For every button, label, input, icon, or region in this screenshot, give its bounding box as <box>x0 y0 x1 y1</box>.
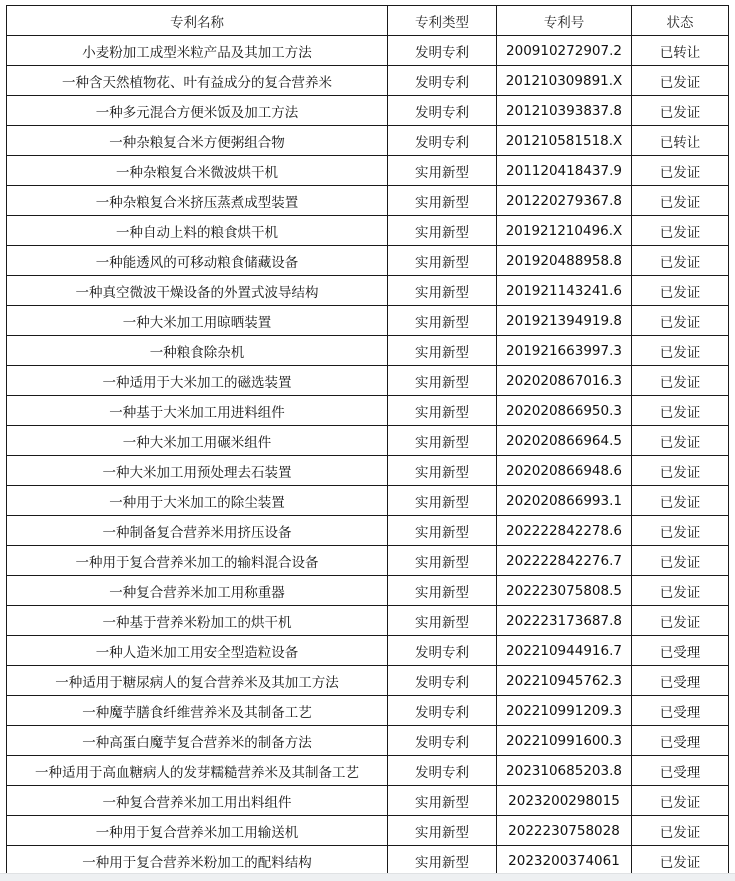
patent-name-cell: 一种适用于高血糖病人的发芽糯糙营养米及其制备工艺 <box>7 756 388 786</box>
status-cell: 已转让 <box>632 126 729 156</box>
patent-name-cell: 一种含天然植物花、叶有益成分的复合营养米 <box>7 66 388 96</box>
patent-name-cell: 一种用于复合营养米加工的输料混合设备 <box>7 546 388 576</box>
patent-type-cell: 发明专利 <box>388 96 497 126</box>
header-status: 状态 <box>632 6 729 36</box>
status-cell: 已发证 <box>632 306 729 336</box>
patent-number-cell: 201921210496.X <box>497 216 632 246</box>
patent-number-cell: 2022230758028 <box>497 816 632 846</box>
table-row <box>7 366 729 396</box>
patent-type-cell: 实用新型 <box>388 366 497 396</box>
table-row <box>7 816 729 846</box>
status-cell: 已发证 <box>632 66 729 96</box>
table-row <box>7 96 729 126</box>
patent-number-cell: 202210991209.3 <box>497 696 632 726</box>
patent-type-cell: 实用新型 <box>388 276 497 306</box>
patent-number-cell: 201210581518.X <box>497 126 632 156</box>
patent-number-cell: 202020866964.5 <box>497 426 632 456</box>
table-row <box>7 726 729 756</box>
patent-name-cell: 一种大米加工用晾晒装置 <box>7 306 388 336</box>
status-cell: 已发证 <box>632 546 729 576</box>
table-row <box>7 246 729 276</box>
patent-type-cell: 实用新型 <box>388 396 497 426</box>
table-row <box>7 696 729 726</box>
table-header-row <box>7 6 729 36</box>
patent-type-cell: 实用新型 <box>388 846 497 876</box>
patent-number-cell: 202222842278.6 <box>497 516 632 546</box>
patent-type-cell: 实用新型 <box>388 456 497 486</box>
patent-name-cell: 一种魔芋膳食纤维营养米及其制备工艺 <box>7 696 388 726</box>
patent-type-cell: 发明专利 <box>388 36 497 66</box>
patent-name-cell: 一种大米加工用碾米组件 <box>7 426 388 456</box>
status-cell: 已发证 <box>632 816 729 846</box>
patent-number-cell: 202210944916.7 <box>497 636 632 666</box>
patent-type-cell: 实用新型 <box>388 306 497 336</box>
status-cell: 已受理 <box>632 726 729 756</box>
status-cell: 已发证 <box>632 456 729 486</box>
table-row <box>7 516 729 546</box>
patent-type-cell: 实用新型 <box>388 546 497 576</box>
table-row <box>7 36 729 66</box>
status-cell: 已发证 <box>632 336 729 366</box>
patent-number-cell: 202020866948.6 <box>497 456 632 486</box>
patent-name-cell: 一种高蛋白魔芋复合营养米的制备方法 <box>7 726 388 756</box>
status-cell: 已发证 <box>632 186 729 216</box>
patent-type-cell: 发明专利 <box>388 666 497 696</box>
status-cell: 已发证 <box>632 516 729 546</box>
status-cell: 已发证 <box>632 396 729 426</box>
status-cell: 已发证 <box>632 276 729 306</box>
patent-type-cell: 发明专利 <box>388 726 497 756</box>
patent-name-cell: 一种多元混合方便米饭及加工方法 <box>7 96 388 126</box>
patent-name-cell: 一种人造米加工用安全型造粒设备 <box>7 636 388 666</box>
patent-number-cell: 202210991600.3 <box>497 726 632 756</box>
patent-name-cell: 一种自动上料的粮食烘干机 <box>7 216 388 246</box>
table-row <box>7 186 729 216</box>
table-row <box>7 546 729 576</box>
table-row <box>7 306 729 336</box>
table-row <box>7 216 729 246</box>
table-row <box>7 426 729 456</box>
status-cell: 已发证 <box>632 96 729 126</box>
patent-name-cell: 一种制备复合营养米用挤压设备 <box>7 516 388 546</box>
patent-number-cell: 202222842276.7 <box>497 546 632 576</box>
status-cell: 已发证 <box>632 846 729 876</box>
table-row <box>7 606 729 636</box>
header-patent-number: 专利号 <box>497 6 632 36</box>
table-row <box>7 786 729 816</box>
patent-type-cell: 实用新型 <box>388 816 497 846</box>
patent-number-cell: 202020866993.1 <box>497 486 632 516</box>
status-cell: 已受理 <box>632 756 729 786</box>
table-row <box>7 66 729 96</box>
table-row <box>7 336 729 366</box>
patent-type-cell: 发明专利 <box>388 66 497 96</box>
patent-number-cell: 201921663997.3 <box>497 336 632 366</box>
header-patent-type: 专利类型 <box>388 6 497 36</box>
patent-name-cell: 一种杂粮复合米挤压蒸煮成型装置 <box>7 186 388 216</box>
patent-name-cell: 一种用于复合营养米加工用输送机 <box>7 816 388 846</box>
patent-type-cell: 实用新型 <box>388 516 497 546</box>
table-row <box>7 276 729 306</box>
patent-type-cell: 实用新型 <box>388 786 497 816</box>
table-row <box>7 486 729 516</box>
patent-name-cell: 一种用于复合营养米粉加工的配料结构 <box>7 846 388 876</box>
patent-name-cell: 一种基于大米加工用进料组件 <box>7 396 388 426</box>
patent-name-cell: 一种大米加工用预处理去石装置 <box>7 456 388 486</box>
patent-number-cell: 201921394919.8 <box>497 306 632 336</box>
patent-type-cell: 实用新型 <box>388 486 497 516</box>
patent-type-cell: 实用新型 <box>388 606 497 636</box>
patent-type-cell: 发明专利 <box>388 126 497 156</box>
status-cell: 已发证 <box>632 486 729 516</box>
patent-number-cell: 202223075808.5 <box>497 576 632 606</box>
table-row <box>7 576 729 606</box>
patent-number-cell: 201220279367.8 <box>497 186 632 216</box>
table-row <box>7 666 729 696</box>
patent-number-cell: 202310685203.8 <box>497 756 632 786</box>
patent-name-cell: 一种杂粮复合米方便粥组合物 <box>7 126 388 156</box>
patent-number-cell: 201210393837.8 <box>497 96 632 126</box>
bottom-strip <box>0 873 735 881</box>
patent-name-cell: 一种真空微波干燥设备的外置式波导结构 <box>7 276 388 306</box>
patent-name-cell: 一种基于营养米粉加工的烘干机 <box>7 606 388 636</box>
header-patent-name: 专利名称 <box>7 6 388 36</box>
table-row <box>7 636 729 666</box>
patent-type-cell: 发明专利 <box>388 756 497 786</box>
patent-number-cell: 202020866950.3 <box>497 396 632 426</box>
patent-name-cell: 一种能透风的可移动粮食储藏设备 <box>7 246 388 276</box>
patent-type-cell: 实用新型 <box>388 216 497 246</box>
patent-number-cell: 2023200298015 <box>497 786 632 816</box>
patent-number-cell: 202020867016.3 <box>497 366 632 396</box>
patent-number-cell: 202223173687.8 <box>497 606 632 636</box>
table-row <box>7 456 729 486</box>
status-cell: 已发证 <box>632 246 729 276</box>
status-cell: 已受理 <box>632 696 729 726</box>
status-cell: 已受理 <box>632 636 729 666</box>
table-row <box>7 396 729 426</box>
table-body <box>7 36 729 876</box>
patent-type-cell: 发明专利 <box>388 696 497 726</box>
status-cell: 已发证 <box>632 426 729 456</box>
patent-name-cell: 一种粮食除杂机 <box>7 336 388 366</box>
patent-number-cell: 201210309891.X <box>497 66 632 96</box>
patent-number-cell: 201920488958.8 <box>497 246 632 276</box>
status-cell: 已发证 <box>632 366 729 396</box>
status-cell: 已发证 <box>632 156 729 186</box>
patent-name-cell: 一种适用于大米加工的磁选装置 <box>7 366 388 396</box>
patent-name-cell: 一种适用于糖尿病人的复合营养米及其加工方法 <box>7 666 388 696</box>
patent-table <box>6 5 729 876</box>
patent-name-cell: 一种复合营养米加工用称重器 <box>7 576 388 606</box>
patent-table-container <box>6 5 729 876</box>
patent-number-cell: 201921143241.6 <box>497 276 632 306</box>
patent-number-cell: 200910272907.2 <box>497 36 632 66</box>
patent-type-cell: 发明专利 <box>388 636 497 666</box>
patent-type-cell: 实用新型 <box>388 426 497 456</box>
patent-name-cell: 一种杂粮复合米微波烘干机 <box>7 156 388 186</box>
patent-type-cell: 实用新型 <box>388 246 497 276</box>
table-row <box>7 756 729 786</box>
status-cell: 已发证 <box>632 576 729 606</box>
status-cell: 已转让 <box>632 36 729 66</box>
patent-type-cell: 实用新型 <box>388 156 497 186</box>
status-cell: 已发证 <box>632 786 729 816</box>
patent-number-cell: 201120418437.9 <box>497 156 632 186</box>
table-row <box>7 126 729 156</box>
patent-type-cell: 实用新型 <box>388 576 497 606</box>
patent-number-cell: 2023200374061 <box>497 846 632 876</box>
patent-number-cell: 202210945762.3 <box>497 666 632 696</box>
patent-type-cell: 实用新型 <box>388 186 497 216</box>
table-row <box>7 846 729 876</box>
status-cell: 已发证 <box>632 606 729 636</box>
table-row <box>7 156 729 186</box>
patent-type-cell: 实用新型 <box>388 336 497 366</box>
patent-name-cell: 小麦粉加工成型米粒产品及其加工方法 <box>7 36 388 66</box>
status-cell: 已受理 <box>632 666 729 696</box>
patent-name-cell: 一种复合营养米加工用出料组件 <box>7 786 388 816</box>
patent-name-cell: 一种用于大米加工的除尘装置 <box>7 486 388 516</box>
status-cell: 已发证 <box>632 216 729 246</box>
